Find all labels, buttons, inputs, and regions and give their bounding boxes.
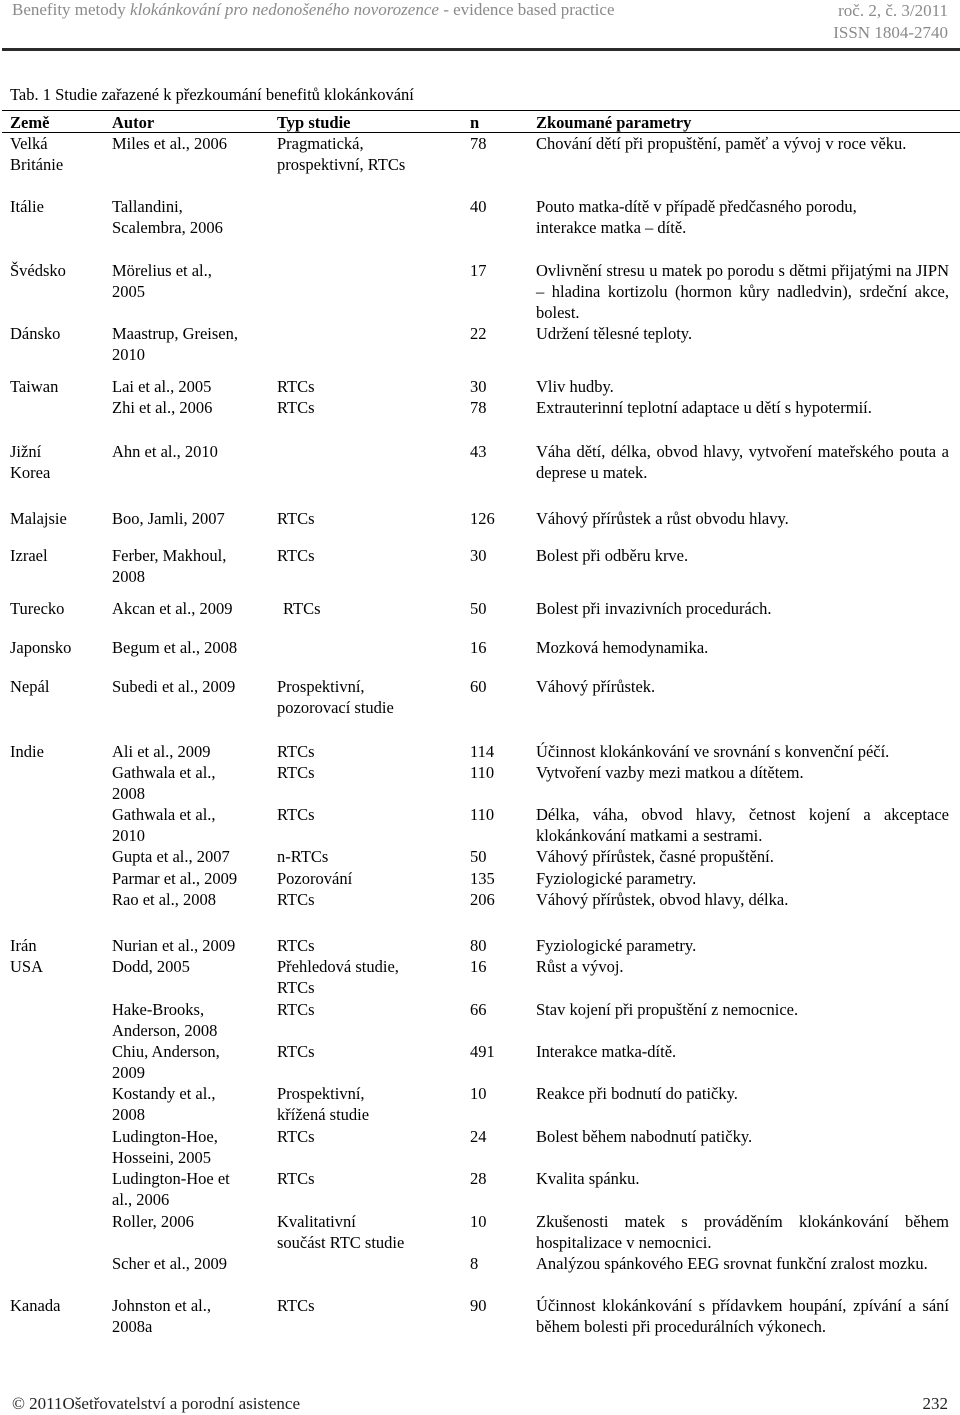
row-author: 2008: [112, 1105, 145, 1124]
row-type: RTCs: [277, 1127, 315, 1146]
row-author: Ali et al., 2009: [112, 742, 211, 761]
row-author: Maastrup, Greisen,: [112, 324, 239, 343]
row-type: Přehledová studie,: [277, 957, 399, 976]
row-type: prospektivní, RTCs: [277, 155, 406, 174]
row-author: Hake-Brooks,: [112, 1000, 205, 1019]
row-author: Ludington-Hoe,: [112, 1127, 218, 1146]
row-n: 206: [470, 890, 495, 909]
row-parameters: Kvalita spánku.: [536, 1169, 640, 1188]
row-n: 30: [470, 546, 487, 565]
row-n: 16: [470, 957, 487, 976]
row-author: 2008a: [112, 1317, 153, 1336]
row-author: Gathwala et al.,: [112, 805, 216, 824]
row-country: Izrael: [10, 546, 48, 565]
row-type: RTCs: [283, 599, 321, 618]
row-n: 30: [470, 377, 487, 396]
row-author: Hosseini, 2005: [112, 1148, 211, 1167]
row-type: pozorovací studie: [277, 698, 394, 717]
page-number: 232: [922, 1394, 948, 1413]
column-header-n: n: [470, 113, 480, 132]
row-country: Japonsko: [10, 638, 72, 657]
issue-number: roč. 2, č. 3/2011: [838, 1, 948, 20]
row-author: Kostandy et al.,: [112, 1084, 216, 1103]
row-author: Chiu, Anderson,: [112, 1042, 220, 1061]
row-parameters: Váhový přírůstek a růst obvodu hlavy.: [536, 509, 789, 528]
issue-info: [833, 0, 948, 44]
row-country: Dánsko: [10, 324, 61, 343]
row-author: 2010: [112, 826, 145, 845]
row-parameters: Stav kojení při propuštění z nemocnice.: [536, 1000, 799, 1019]
row-country: Švédsko: [10, 261, 66, 280]
row-country: Itálie: [10, 197, 44, 216]
row-parameters: Analýzou spánkového EEG srovnat funkční zralost mozku.: [536, 1254, 928, 1273]
row-country: Británie: [10, 155, 64, 174]
row-author: Subedi et al., 2009: [112, 677, 236, 696]
journal-title-italic: klokánkování pro nedonošeného novorozence: [130, 0, 439, 19]
row-parameters: Délka, váha, obvod hlavy, četnost kojení a akceptace klokánkování matkami a sestrami.: [536, 805, 949, 845]
row-type: RTCs: [277, 936, 315, 955]
row-type: RTCs: [277, 1296, 315, 1315]
row-n: 16: [470, 638, 487, 657]
row-n: 66: [470, 1000, 487, 1019]
row-parameters: Účinnost klokánkování s přídavkem houpání, zpívání a sání během bolesti při procedurálních výkonech.: [536, 1296, 949, 1336]
row-country: Kanada: [10, 1296, 61, 1315]
row-parameters: Váhový přírůstek, obvod hlavy, délka.: [536, 890, 789, 909]
row-parameters: Růst a vývoj.: [536, 957, 624, 976]
row-n: 50: [470, 847, 487, 866]
row-type: RTCs: [277, 742, 315, 761]
row-n: 8: [470, 1254, 479, 1273]
row-n: 60: [470, 677, 487, 696]
row-type: RTCs: [277, 978, 315, 997]
issn: ISSN 1804-2740: [833, 23, 948, 42]
row-parameters: Vytvoření vazby mezi matkou a dítětem.: [536, 763, 804, 782]
row-parameters: interakce matka – dítě.: [536, 218, 687, 237]
row-author: Tallandini,: [112, 197, 183, 216]
row-country: Turecko: [10, 599, 65, 618]
row-country: Taiwan: [10, 377, 59, 396]
row-author: Roller, 2006: [112, 1212, 194, 1231]
row-type: RTCs: [277, 509, 315, 528]
row-type: RTCs: [277, 763, 315, 782]
row-n: 135: [470, 869, 495, 888]
row-n: 110: [470, 763, 495, 782]
row-type: RTCs: [277, 546, 315, 565]
row-n: 126: [470, 509, 495, 528]
row-type: n-RTCs: [277, 847, 329, 866]
row-author: Scalembra, 2006: [112, 218, 223, 237]
row-n: 78: [470, 134, 487, 153]
row-author: Anderson, 2008: [112, 1021, 218, 1040]
row-n: 114: [470, 742, 495, 761]
row-parameters: Fyziologické parametry.: [536, 936, 697, 955]
column-header-parameters: Zkoumané parametry: [536, 113, 692, 132]
row-author: al., 2006: [112, 1190, 170, 1209]
row-type: Kvalitativní: [277, 1212, 356, 1231]
row-parameters: Pouto matka-dítě v případě předčasného porodu,: [536, 197, 857, 216]
row-author: Ferber, Makhoul,: [112, 546, 227, 565]
row-type: Prospektivní,: [277, 677, 365, 696]
row-author: Rao et al., 2008: [112, 890, 217, 909]
row-parameters: Účinnost klokánkování ve srovnání s konvenční péčí.: [536, 742, 890, 761]
row-author: 2010: [112, 345, 145, 364]
row-author: Gathwala et al.,: [112, 763, 216, 782]
row-author: Nurian et al., 2009: [112, 936, 236, 955]
row-author: 2005: [112, 282, 145, 301]
row-n: 90: [470, 1296, 487, 1315]
row-parameters: Ovlivnění stresu u matek po porodu s dětmi přijatými na JIPN – hladina kortizolu (hormon kůry nadledvin), srdeční akce, bolest.: [536, 261, 949, 322]
row-author: Scher et al., 2009: [112, 1254, 228, 1273]
row-author: Zhi et al., 2006: [112, 398, 213, 417]
row-author: Parmar et al., 2009: [112, 869, 238, 888]
journal-title: [12, 0, 615, 20]
row-n: 50: [470, 599, 487, 618]
row-type: RTCs: [277, 805, 315, 824]
row-type: Pragmatická,: [277, 134, 364, 153]
row-parameters: Bolest při invazivních procedurách.: [536, 599, 772, 618]
row-parameters: Extrauterinní teplotní adaptace u dětí s hypotermií.: [536, 398, 872, 417]
row-parameters: Chování dětí při propuštění, paměť a vývoj v roce věku.: [536, 134, 907, 153]
row-parameters: Váha dětí, délka, obvod hlavy, vytvoření mateřského pouta a deprese u matek.: [536, 442, 949, 482]
column-header-author: Autor: [112, 113, 155, 132]
row-n: 491: [470, 1042, 495, 1061]
table-caption: Tab. 1 Studie zařazené k přezkoumání benefitů klokánkování: [10, 85, 414, 104]
row-author: Miles et al., 2006: [112, 134, 228, 153]
row-country: Korea: [10, 463, 51, 482]
row-country: Nepál: [10, 677, 50, 696]
row-country: USA: [10, 957, 44, 976]
row-n: 80: [470, 936, 487, 955]
row-parameters: Vliv hudby.: [536, 377, 614, 396]
row-author: Johnston et al.,: [112, 1296, 211, 1315]
row-parameters: Zkušenosti matek s prováděním klokánkování během hospitalizace v nemocnici.: [536, 1212, 949, 1252]
row-author: 2008: [112, 784, 145, 803]
row-author: Gupta et al., 2007: [112, 847, 230, 866]
column-header-country: Země: [10, 113, 50, 132]
row-type: Pozorování: [277, 869, 353, 888]
row-n: 10: [470, 1212, 487, 1231]
row-n: 17: [470, 261, 487, 280]
row-author: Akcan et al., 2009: [112, 599, 233, 618]
row-author: 2008: [112, 567, 145, 586]
footer-copyright: © 2011Ošetřovatelství a porodní asistence: [12, 1394, 300, 1413]
row-type: RTCs: [277, 398, 315, 417]
row-author: Boo, Jamli, 2007: [112, 509, 225, 528]
row-n: 43: [470, 442, 487, 461]
row-author: Ludington-Hoe et: [112, 1169, 230, 1188]
row-type: součást RTC studie: [277, 1233, 405, 1252]
column-header-type: Typ studie: [277, 113, 351, 132]
row-parameters: Fyziologické parametry.: [536, 869, 697, 888]
row-parameters: Mozková hemodynamika.: [536, 638, 709, 657]
row-n: 28: [470, 1169, 487, 1188]
journal-title-prefix: Benefity metody: [12, 0, 131, 19]
row-parameters: Bolest během nabodnutí patičky.: [536, 1127, 753, 1146]
row-parameters: Váhový přírůstek, časné propuštění.: [536, 847, 774, 866]
row-n: 24: [470, 1127, 487, 1146]
row-parameters: Váhový přírůstek.: [536, 677, 656, 696]
row-type: Prospektivní,: [277, 1084, 365, 1103]
row-country: Indie: [10, 742, 44, 761]
header-divider: [2, 48, 960, 51]
row-author: Dodd, 2005: [112, 957, 190, 976]
row-n: 22: [470, 324, 487, 343]
row-author: 2009: [112, 1063, 145, 1082]
row-author: Mörelius et al.,: [112, 261, 212, 280]
row-type: RTCs: [277, 1169, 315, 1188]
row-parameters: Interakce matka-dítě.: [536, 1042, 677, 1061]
row-author: Begum et al., 2008: [112, 638, 238, 657]
row-author: Ahn et al., 2010: [112, 442, 218, 461]
row-n: 78: [470, 398, 487, 417]
row-parameters: Bolest při odběru krve.: [536, 546, 689, 565]
row-type: křížená studie: [277, 1105, 370, 1124]
journal-title-suffix: - evidence based practice: [438, 0, 615, 19]
row-country: Jižní: [10, 442, 42, 461]
row-country: Malajsie: [10, 509, 67, 528]
row-parameters: Udržení tělesné teploty.: [536, 324, 693, 343]
row-country: Velká: [10, 134, 48, 153]
table-top-rule: [2, 110, 960, 111]
row-author: Lai et al., 2005: [112, 377, 212, 396]
row-n: 110: [470, 805, 495, 824]
row-n: 10: [470, 1084, 487, 1103]
row-type: RTCs: [277, 890, 315, 909]
row-type: RTCs: [277, 1000, 315, 1019]
row-parameters: Reakce při bodnutí do patičky.: [536, 1084, 738, 1103]
row-type: RTCs: [277, 1042, 315, 1061]
row-n: 40: [470, 197, 487, 216]
row-country: Irán: [10, 936, 37, 955]
row-type: RTCs: [277, 377, 315, 396]
